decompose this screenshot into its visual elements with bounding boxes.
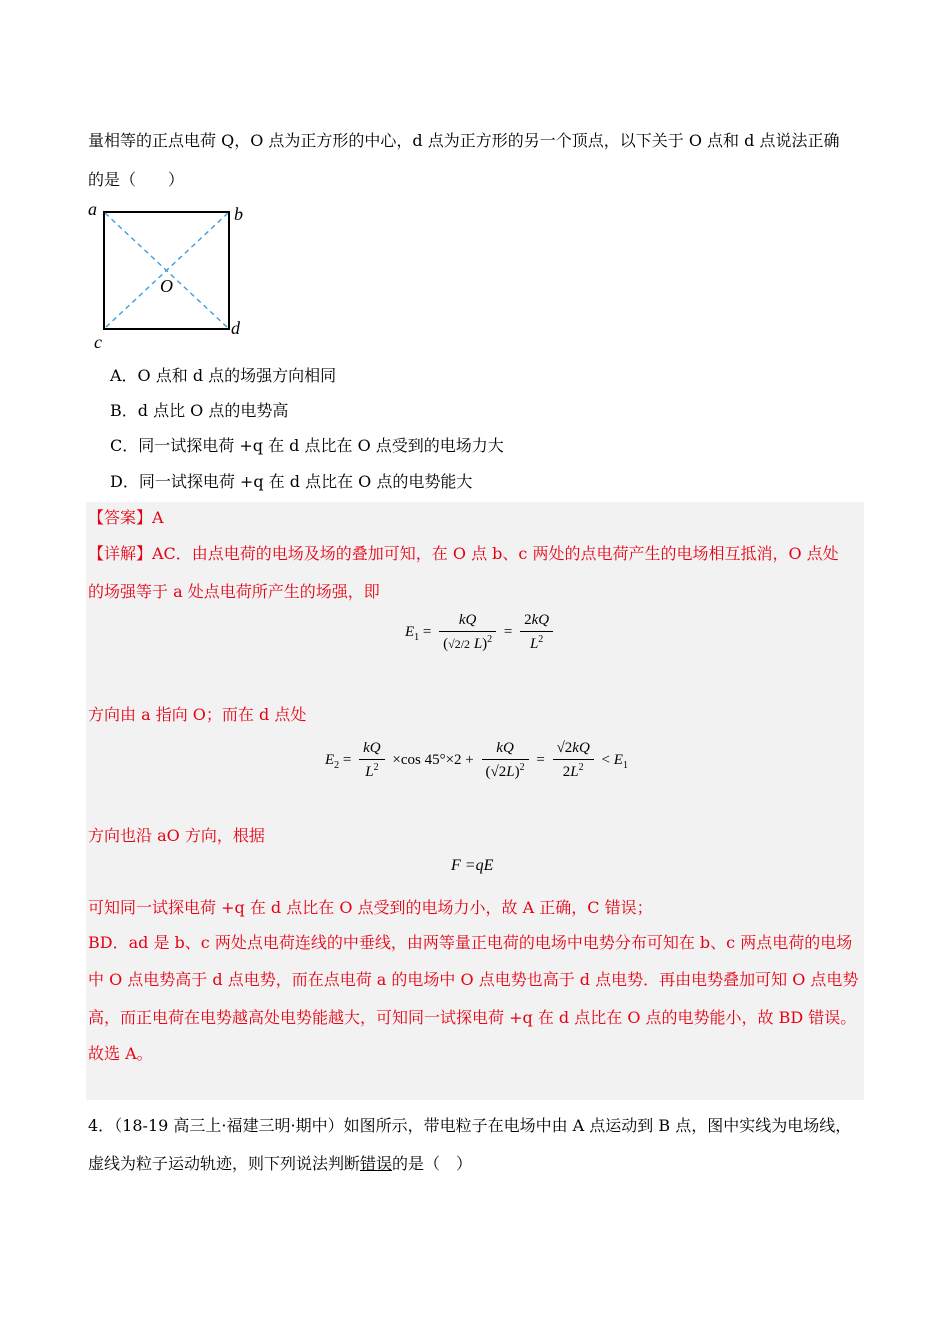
question-text-line1: 量相等的正点电荷 Q，O 点为正方形的中心，d 点为正方形的另一个顶点，以下关于 O 点和 d 点说法正确 [88,131,840,150]
detail-line3: 方向由 a 指向 O；而在 d 点处 [88,705,307,724]
formula-f: F =qE [451,857,494,874]
option-b: B．d 点比 O 点的电势高 [110,401,289,420]
formula-e2: $E_2$ = $\frac{kQ}{L^2}$ ×cos 45°×2 + $\frac{kQ}{(√2L)^2}$ = $\frac{√2kQ}{2L^2}$ < $E_1$ [325,740,628,780]
detail-line5: 可知同一试探电荷 +q 在 d 点比在 O 点受到的电场力小，故 A 正确，C 错误； [88,898,653,917]
label-o: O [160,276,173,296]
next-question-line1: 4．（18-19 高三上·福建三明·期中）如图所示，带电粒子在电场中由 A 点运动到 B 点，图中实线为电场线， [88,1116,852,1135]
detail-line2: 的场强等于 a 处点电荷所产生的场强，即 [88,582,380,601]
label-b: b [234,204,243,224]
detail-line4: 方向也沿 aO 方向，根据 [88,826,265,845]
option-d: D．同一试探电荷 +q 在 d 点比在 O 点的电势能大 [110,472,473,491]
next-question-line2 [88,1152,472,1176]
answer-label: 【答案】A [88,508,164,527]
detail-line1: 【详解】AC．由点电荷的电场及场的叠加可知，在 O 点 b、c 两处的点电荷产生的电场相互抵消，O 点处 [88,544,839,563]
detail-line6: BD．ad 是 b、c 两处点电荷连线的中垂线，由两等量正电荷的电场中电势分布可知在 b、c 两点电荷的电场 [88,933,853,952]
label-a: a [88,199,97,219]
formula-e1: $E_1$ = $\frac{kQ}{(√2/2 L)^2}$ = $\frac{2kQ}{L^2}$ [405,612,557,653]
next-question-post: 的是（ ） [392,1154,473,1173]
label-d: d [231,318,240,338]
question-text-line2: 的是（ ） [88,170,185,189]
detail-line8: 高，而正电荷在电势越高处电势能越大，可知同一试探电荷 +q 在 d 点比在 O 点的电势能小，故 BD 错误。 [88,1008,857,1027]
detail-line7: 中 O 点电势高于 d 点电势，而在点电荷 a 的电场中 O 点电势也高于 d 点电势．再由电势叠加可知 O 点电势 [88,970,859,989]
option-c: C．同一试探电荷 +q 在 d 点比在 O 点受到的电场力大 [110,436,504,455]
square-diagram [84,198,254,350]
next-question-pre: 虚线为粒子运动轨迹，则下列说法判断 [88,1154,361,1173]
option-a: A．O 点和 d 点的场强方向相同 [110,366,337,385]
label-c: c [94,332,102,350]
detail-line9: 故选 A。 [88,1044,153,1063]
next-question-underlined: 错误 [360,1154,393,1173]
